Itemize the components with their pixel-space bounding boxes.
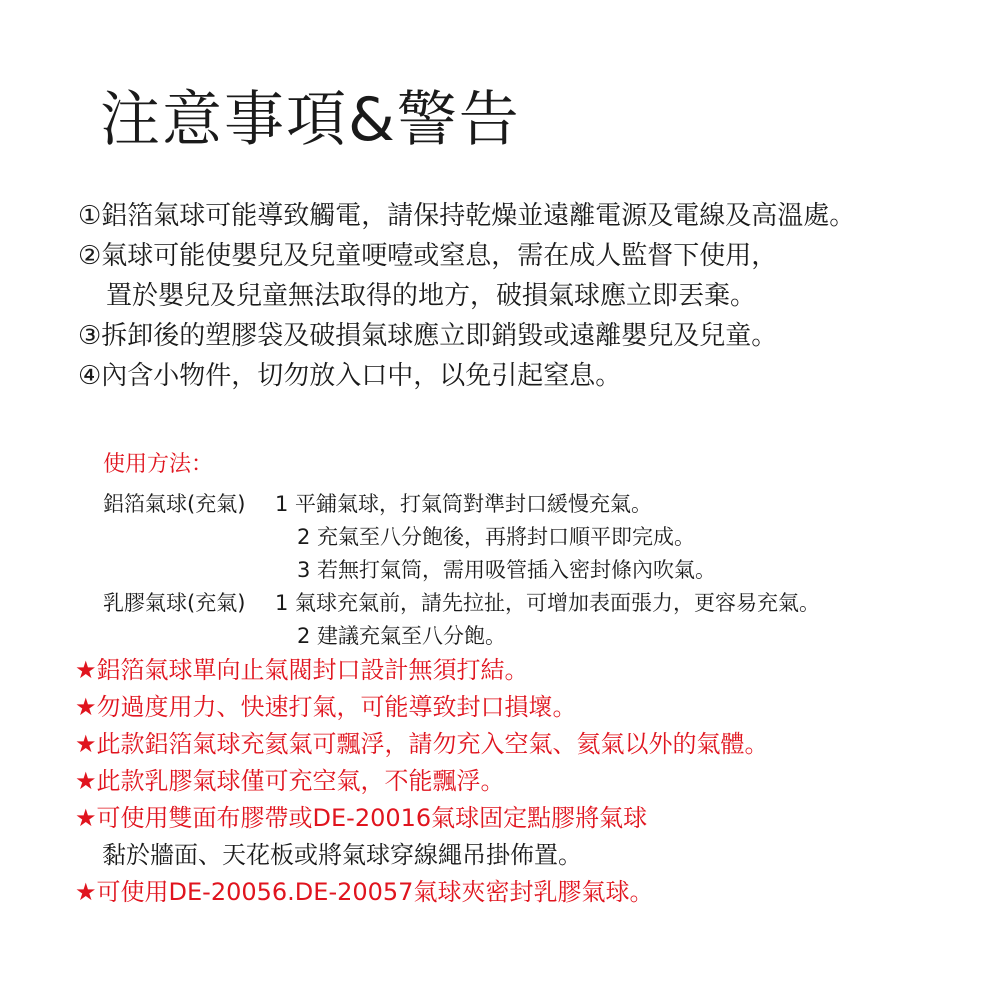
foil-step-row (103, 554, 717, 587)
latex-step-row (103, 620, 507, 653)
warning-list (78, 196, 855, 396)
latex-step-1: 1 氣球充氣前，請先拉扯，可增加表面張力，更容易充氣。 (275, 591, 821, 615)
foil-step-row (103, 488, 653, 521)
foil-step-3: 3 若無打氣筒，需用吸管插入密封條內吹氣。 (297, 558, 717, 582)
note-item: ★此款乳膠氣球僅可充空氣，不能飄浮。 (75, 767, 505, 795)
warning-item-3: ③拆卸後的塑膠袋及破損氣球應立即銷毀或遠離嬰兒及兒童。 (78, 321, 778, 351)
note-item: ★勿過度用力、快速打氣，可能導致封口損壞。 (75, 693, 577, 721)
usage-heading: 使用方法： (103, 452, 214, 477)
latex-balloon-label: 乳膠氣球(充氣) (103, 591, 246, 615)
page-title: 注意事項&警告 (100, 85, 521, 155)
usage-steps (103, 488, 821, 653)
warning-item-1: ①鋁箔氣球可能導致觸電，請保持乾燥並遠離電源及電線及高溫處。 (78, 201, 856, 231)
usage-section (103, 450, 821, 653)
note-item: ★可使用雙面布膠帶或DE-20016氣球固定點膠將氣球 (75, 804, 648, 832)
foil-step-row (103, 521, 696, 554)
latex-step-row (103, 587, 821, 620)
foil-step-1: 1 平鋪氣球，打氣筒對準封口緩慢充氣。 (275, 492, 653, 516)
warning-item-2: ②氣球可能使嬰兒及兒童哽噎或窒息，需在成人監督下使用， (78, 241, 778, 271)
foil-balloon-label: 鋁箔氣球(充氣) (103, 492, 246, 516)
note-item: ★此款鋁箔氣球充氦氣可飄浮，請勿充入空氣、氦氣以外的氣體。 (75, 730, 769, 758)
warning-item-2-continued: 置於嬰兒及兒童無法取得的地方，破損氣球應立即丟棄。 (106, 281, 757, 311)
warning-item-4: ④內含小物件，切勿放入口中，以免引起窒息。 (78, 361, 622, 391)
note-item: ★鋁箔氣球單向止氣閥封口設計無須打結。 (75, 656, 529, 684)
foil-step-2: 2 充氣至八分飽後，再將封口順平即完成。 (297, 525, 696, 549)
notes-list (75, 652, 769, 911)
latex-step-2: 2 建議充氣至八分飽。 (297, 624, 507, 648)
note-item: ★可使用DE-20056.DE-20057氣球夾密封乳膠氣球。 (75, 878, 654, 906)
note-item-continued: 黏於牆面、天花板或將氣球穿線繩吊掛佈置。 (102, 841, 582, 869)
